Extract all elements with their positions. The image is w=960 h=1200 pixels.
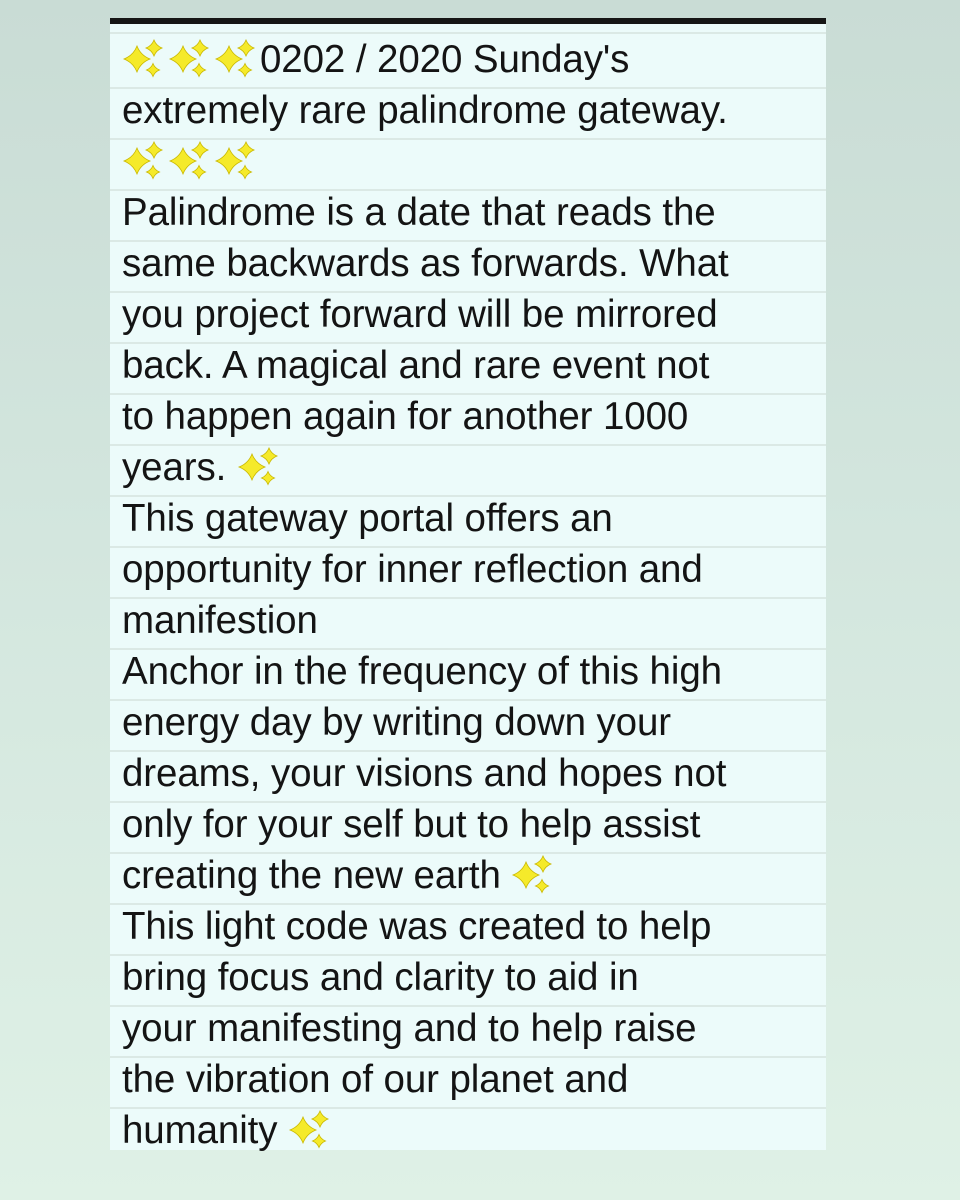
sparkles-icon — [214, 37, 260, 92]
sparkles-icon — [122, 37, 168, 92]
sparkles-icon — [214, 139, 260, 194]
note-line — [122, 544, 822, 595]
note-line-text: dreams, your visions and hopes not — [122, 752, 727, 795]
note-line-text: This gateway portal offers an — [122, 497, 613, 540]
note-line-text: years. — [122, 446, 227, 489]
sparkles-icon — [288, 1108, 334, 1163]
note-line — [122, 799, 822, 850]
note-line — [122, 646, 822, 697]
note-line-text: energy day by writing down your — [122, 701, 672, 744]
note-line — [122, 136, 822, 187]
note-line-text: Palindrome is a date that reads the — [122, 191, 716, 234]
note-line-text: only for your self but to help assist — [122, 803, 701, 846]
note-line — [122, 391, 822, 442]
note-card — [110, 18, 826, 1150]
note-line — [122, 1105, 822, 1156]
note-line-text: manifestion — [122, 599, 318, 642]
sparkles-icon — [168, 37, 214, 92]
note-line — [122, 901, 822, 952]
note-line — [122, 493, 822, 544]
note-line-text: humanity — [122, 1109, 278, 1152]
note-line-text: bring focus and clarity to aid in — [122, 956, 639, 999]
note-line — [122, 85, 822, 136]
note-line-text: creating the new earth — [122, 854, 501, 897]
sparkles-icon — [237, 445, 283, 500]
note-line-text: This light code was created to help — [122, 905, 712, 948]
note-line-text: opportunity for inner reflection and — [122, 548, 703, 591]
note-line-text: the vibration of our planet and — [122, 1058, 629, 1101]
sparkles-icon — [122, 139, 168, 194]
note-line-text: extremely rare palindrome gateway. — [122, 89, 728, 132]
note-line — [122, 289, 822, 340]
note-line — [122, 850, 822, 901]
note-line — [122, 238, 822, 289]
note-line-text: Anchor in the frequency of this high — [122, 650, 722, 693]
note-line — [122, 952, 822, 1003]
note-line — [122, 187, 822, 238]
note-line — [122, 697, 822, 748]
note-line-text: your manifesting and to help raise — [122, 1007, 697, 1050]
note-line — [122, 1054, 822, 1105]
note-line — [122, 34, 822, 85]
note-line — [122, 748, 822, 799]
note-line-text: back. A magical and rare event not — [122, 344, 710, 387]
note-line — [122, 595, 822, 646]
note-line — [122, 442, 822, 493]
sparkles-icon — [168, 139, 214, 194]
note-text — [122, 34, 822, 1156]
note-line-text: 0202 / 2020 Sunday's — [260, 38, 630, 81]
note-line-text: you project forward will be mirrored — [122, 293, 718, 336]
note-line — [122, 1003, 822, 1054]
note-line-text: to happen again for another 1000 — [122, 395, 689, 438]
sparkles-icon — [511, 853, 557, 908]
note-line-text: same backwards as forwards. What — [122, 242, 729, 285]
note-line — [122, 340, 822, 391]
